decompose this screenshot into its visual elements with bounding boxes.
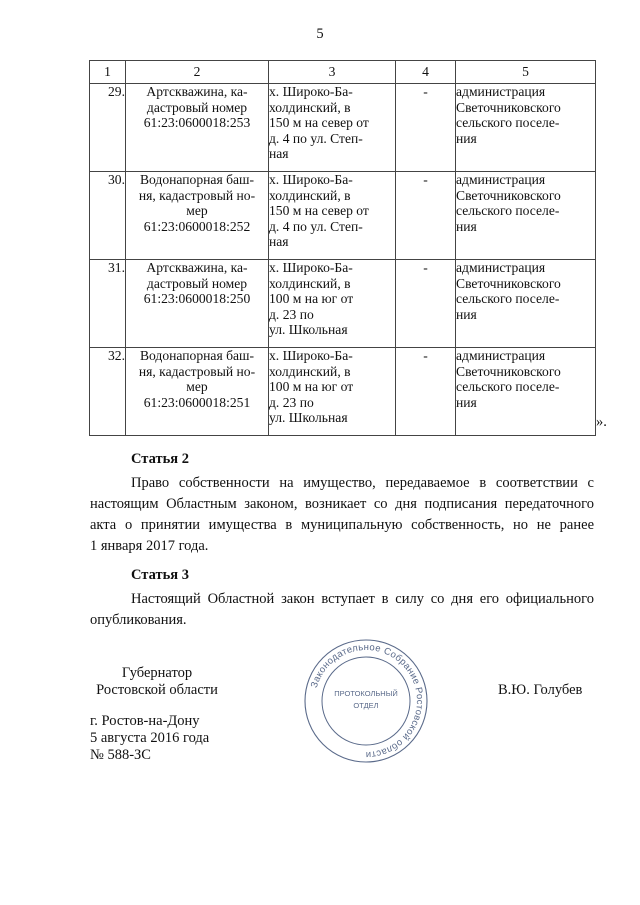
object-name-line: ня, кадастровый но- <box>138 187 256 203</box>
object-owner-line: сельского поселе- <box>456 291 560 306</box>
object-address <box>269 84 396 172</box>
column-header: 4 <box>396 61 456 84</box>
object-name-line: Водонапорная баш- <box>139 348 255 363</box>
object-owner-line: сельского поселе- <box>456 379 560 394</box>
object-owner-line: сельского поселе- <box>456 115 560 130</box>
object-owner-line: сельского поселе- <box>456 203 560 218</box>
law-place: г. Ростов-на-Дону <box>90 713 200 729</box>
object-address-line: ная <box>269 234 289 249</box>
text-line: опубликования. <box>90 612 187 628</box>
text-line: Настоящий Областной закон вступает в силу со дня его официального <box>131 591 594 607</box>
object-address-line: д. 23 по <box>269 394 314 410</box>
object-address-line: д. 23 по <box>269 306 314 322</box>
object-name-line: мер <box>186 203 208 218</box>
signatory-title-line: Губернатор <box>121 665 193 681</box>
object-name-line: 61:23:0600018:253 <box>143 115 251 130</box>
object-owner-line: администрация <box>456 172 546 187</box>
object-area: - <box>396 348 456 436</box>
object-address-line: 150 м на север от <box>269 115 369 130</box>
article-2-text <box>90 473 594 557</box>
object-name-line: мер <box>186 379 208 394</box>
column-header: 5 <box>456 61 596 84</box>
object-name-line: Артскважина, ка- <box>146 260 248 275</box>
column-header: 1 <box>90 61 126 84</box>
table-row <box>90 172 596 260</box>
object-name-line: дастровый номер <box>146 275 248 291</box>
column-header: 2 <box>126 61 269 84</box>
signatory-title-line: Ростовской области <box>96 682 218 698</box>
object-owner-line: Светочниковского <box>456 99 561 115</box>
object-address <box>269 348 396 436</box>
object-address-line: д. 4 по ул. Степ- <box>269 130 363 146</box>
text-line: акта о принятии имущества в муниципальную собственность, но не ранее <box>90 517 594 533</box>
object-owner-line: администрация <box>456 260 546 275</box>
table-row <box>90 84 596 172</box>
table-row <box>90 260 596 348</box>
object-address-line: холдинский, в <box>269 99 351 115</box>
object-owner-line: Светочниковского <box>456 275 561 291</box>
signatory-title <box>90 665 224 699</box>
text-line: 1 января 2017 года. <box>90 538 209 554</box>
text-line: Право собственности на имущество, передаваемое в соответствии с <box>131 475 594 491</box>
property-table <box>89 60 596 436</box>
law-date: 5 августа 2016 года <box>90 730 210 746</box>
row-number: 32. <box>90 348 126 436</box>
object-address-line: х. Широко-Ба- <box>269 348 353 363</box>
row-number: 29. <box>90 84 126 172</box>
object-name-line: Артскважина, ка- <box>146 84 248 99</box>
object-owner <box>456 260 596 348</box>
law-number: № 588-ЗС <box>90 747 151 763</box>
object-owner <box>456 84 596 172</box>
object-name-line: дастровый номер <box>146 99 248 115</box>
column-header: 3 <box>269 61 396 84</box>
object-owner <box>456 172 596 260</box>
object-owner-line: ния <box>456 130 477 146</box>
stamp-inner-line1: ПРОТОКОЛЬНЫЙ <box>334 689 398 698</box>
row-number: 30. <box>90 172 126 260</box>
object-owner-line: Светочниковского <box>456 363 561 379</box>
object-area: - <box>396 172 456 260</box>
table-row <box>90 348 596 436</box>
text-line: настоящим Областным законом, возникает со дня подписания передаточного <box>90 496 594 512</box>
object-address-line: холдинский, в <box>269 187 351 203</box>
object-name-line: 61:23:0600018:250 <box>143 291 251 306</box>
law-details <box>90 713 209 764</box>
official-stamp <box>303 638 429 764</box>
object-area: - <box>396 260 456 348</box>
object-address-line: х. Широко-Ба- <box>269 84 353 99</box>
object-name-line: 61:23:0600018:251 <box>143 394 251 410</box>
object-name-line: ня, кадастровый но- <box>138 363 256 379</box>
closing-quote-mark: ». <box>596 414 607 430</box>
object-owner-line: ния <box>456 394 477 410</box>
object-name <box>126 172 269 260</box>
signatory-name: В.Ю. Голубев <box>498 682 583 698</box>
object-owner-line: администрация <box>456 348 546 363</box>
article-3-heading: Статья 3 <box>131 567 189 583</box>
object-owner-line: Светочниковского <box>456 187 561 203</box>
object-name <box>126 348 269 436</box>
object-address-line: 100 м на юг от <box>269 291 354 306</box>
object-address-line: х. Широко-Ба- <box>269 260 353 275</box>
object-owner <box>456 348 596 436</box>
stamp-inner-line2: ОТДЕЛ <box>353 701 379 710</box>
object-address-line: ная <box>269 146 289 161</box>
object-address-line: холдинский, в <box>269 275 351 291</box>
article-3-text <box>90 589 594 631</box>
row-number: 31. <box>90 260 126 348</box>
object-area: - <box>396 84 456 172</box>
object-address-line: ул. Школьная <box>269 410 348 425</box>
object-owner-line: администрация <box>456 84 546 99</box>
object-address-line: ул. Школьная <box>269 322 348 337</box>
object-address-line: холдинский, в <box>269 363 351 379</box>
stamp-outer-text: Законодательное Собрание Ростовской области <box>308 641 426 761</box>
object-name <box>126 84 269 172</box>
object-owner-line: ния <box>456 306 477 322</box>
object-name-line: 61:23:0600018:252 <box>143 218 251 234</box>
object-address-line: 100 м на юг от <box>269 379 354 394</box>
page-number: 5 <box>316 26 324 42</box>
object-address <box>269 260 396 348</box>
object-owner-line: ния <box>456 218 477 234</box>
table-header-row <box>90 61 596 84</box>
object-address-line: х. Широко-Ба- <box>269 172 353 187</box>
object-address <box>269 172 396 260</box>
object-name <box>126 260 269 348</box>
object-address-line: д. 4 по ул. Степ- <box>269 218 363 234</box>
object-name-line: Водонапорная баш- <box>139 172 255 187</box>
object-address-line: 150 м на север от <box>269 203 369 218</box>
article-2-heading: Статья 2 <box>131 451 189 467</box>
